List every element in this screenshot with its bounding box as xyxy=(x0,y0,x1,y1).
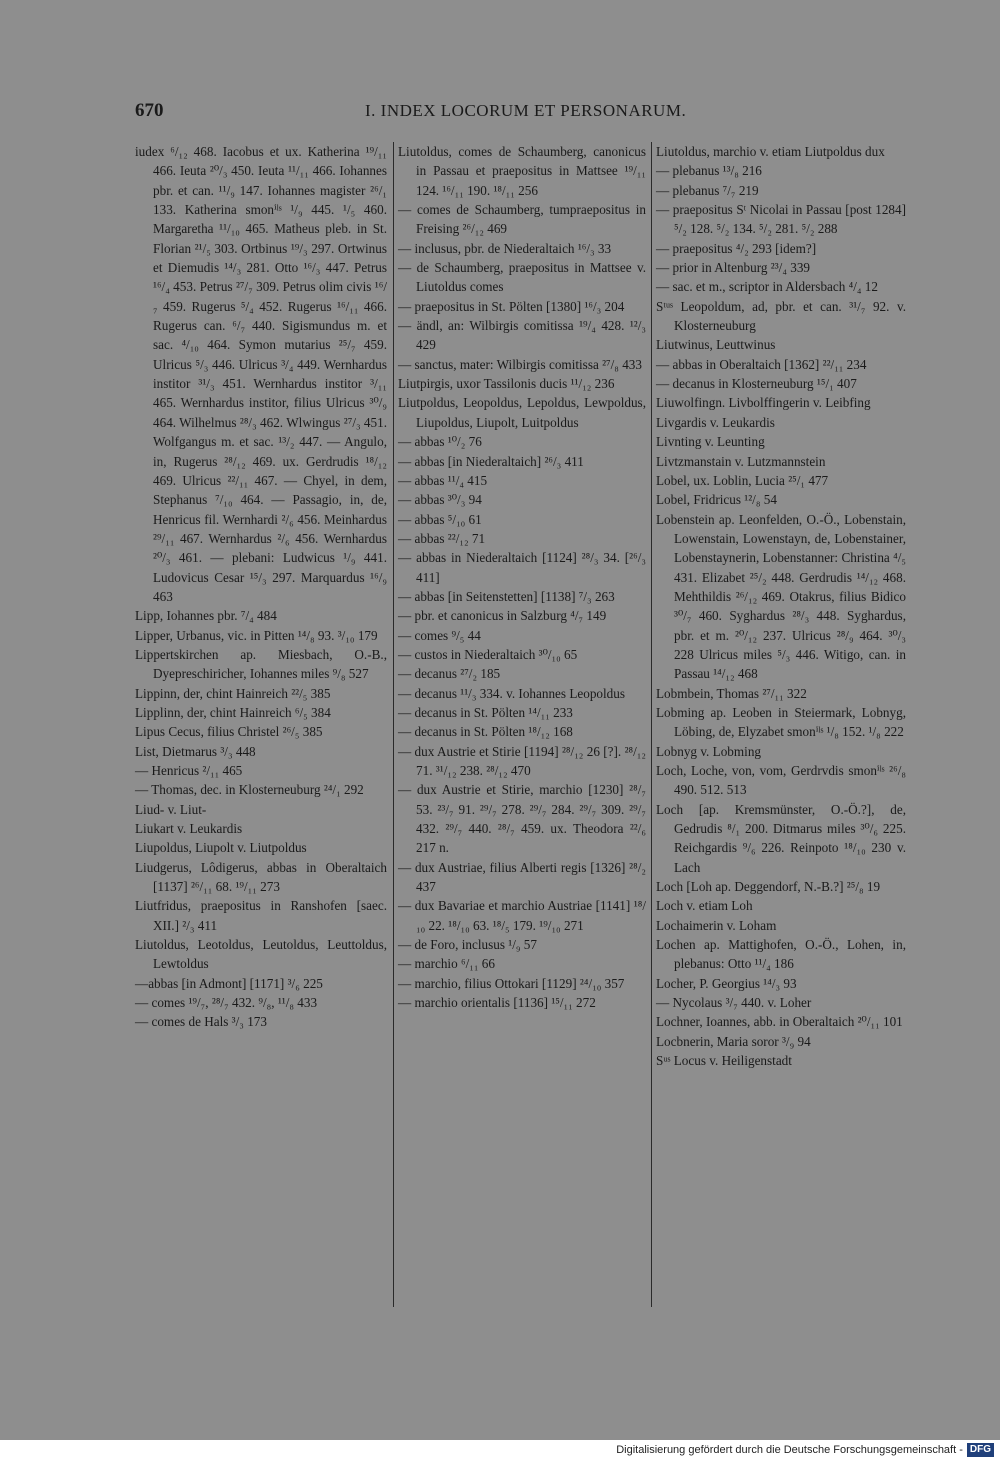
index-entry: Lobmbein, Thomas ²⁷/₁₁ 322 xyxy=(656,685,807,701)
index-entry: — comes de Schaumberg, tumpraepositus in Freising ²⁶/₁₂ 469 xyxy=(398,202,646,237)
index-entry: — abbas ²²/₁₂ 71 xyxy=(398,530,486,546)
index-entry: Sᵗᵘˢ Leopoldum, ad, pbr. et can. ³¹/₇ 92. v. Klosterneuburg xyxy=(656,298,906,334)
index-entry: —abbas [in Admont] [1171] ³/₆ 225 xyxy=(135,975,323,991)
index-entry: Lochen ap. Mattighofen, O.-Ö., Lohen, in, plebanus: Otto ¹¹/₄ 186 xyxy=(656,937,906,972)
index-entry: — dux Austrie et Stirie, marchio [1230] ²⁸/₇ 53. ²³/₇ 91. ²⁹/₇ 278. ²⁹/₇ 284. ²⁹/₇ 309. ²⁹/₇ 432. ²⁹/₇ 440. ²⁸/₇ 459. ux. Theodora ²²/₆ 217 n. xyxy=(398,782,646,856)
index-entry: — abbas ¹⁰/₂ 76 xyxy=(398,434,482,450)
index-entry: Lochaimerin v. Loham xyxy=(656,917,777,933)
index-entry: — plebanus ¹³/₈ 216 xyxy=(656,163,762,179)
index-entry: Lobel, Fridricus ¹²/₈ 54 xyxy=(656,492,777,508)
index-entry: — abbas [in Niederaltaich] ²⁶/₃ 411 xyxy=(398,453,584,469)
index-entry: — decanus ¹¹/₃ 334. v. Iohannes Leopoldus xyxy=(398,685,626,701)
dfg-logo: DFG xyxy=(967,1443,994,1457)
index-entry: — sanctus, mater: Wilbirgis comitissa ²⁷/₈ 433 xyxy=(398,356,642,372)
index-entry: — abbas in Oberaltaich [1362] ²²/₁₁ 234 xyxy=(656,356,867,372)
index-entry: — plebanus ⁷/₇ 219 xyxy=(656,182,759,198)
index-entry: — dux Austrie et Stirie [1194] ²⁸/₁₂ 26 [?]. ²⁸/₁₂ 71. ³¹/₁₂ 238. ²⁸/₁₂ 470 xyxy=(398,743,646,778)
index-entry: — decanus in Klosterneuburg ¹⁵/₁ 407 xyxy=(656,376,857,392)
index-entry: Liutpirgis, uxor Tassilonis ducis ¹¹/₁₂ 236 xyxy=(398,376,615,392)
index-entry: Loch v. etiam Loh xyxy=(656,898,753,914)
index-entry: Livgardis v. Leukardis xyxy=(656,414,775,430)
index-entry: — marchio, filius Ottokari [1129] ²⁴/₁₀ 357 xyxy=(398,975,625,991)
index-entry: Lipper, Urbanus, vic. in Pitten ¹⁴/₈ 93. ³/₁₀ 179 xyxy=(135,627,378,643)
footer-credit: Digitalisierung gefördert durch die Deutsche Forschungsgemeinschaft - xyxy=(616,1444,963,1456)
index-entry: — pbr. et canonicus in Salzburg ⁴/₇ 149 xyxy=(398,608,607,624)
index-entry: — Henricus ²/₁₁ 465 xyxy=(135,763,243,778)
index-entry: — marchio ⁶/₁₁ 66 xyxy=(398,956,495,972)
index-entry: Liuwolfingn. Livbolffingerin v. Leibfing xyxy=(656,395,871,411)
index-entry: Liukart v. Leukardis xyxy=(135,821,243,837)
index-entry: Loch [Loh ap. Deggendorf, N.-B.?] ²⁵/₈ 19 xyxy=(656,879,881,895)
index-entry: — de Schaumberg, praepositus in Mattsee v. Liutoldus comes xyxy=(398,260,646,295)
index-entry: — praepositus ⁴/₂ 293 [idem?] xyxy=(656,240,817,256)
column-divider xyxy=(651,142,652,1307)
index-entry: Lobel, ux. Loblin, Lucia ²⁵/₁ 477 xyxy=(656,472,829,488)
index-entry: — abbas [in Seitenstetten] [1138] ⁷/₃ 263 xyxy=(398,588,615,604)
index-entry: — marchio orientalis [1136] ¹⁵/₁₁ 272 xyxy=(398,995,596,1011)
index-entry: — abbas in Niederaltaich [1124] ²⁸/₃ 34. [²⁶/₃ 411] xyxy=(398,550,646,585)
index-entry: — comes ⁹/₅ 44 xyxy=(398,627,481,643)
index-entry: — Nycolaus ³/₇ 440. v. Loher xyxy=(656,995,812,1011)
index-column-2 xyxy=(398,142,646,1012)
index-column-3 xyxy=(656,142,906,1071)
index-entry: — de Foro, inclusus ¹/₉ 57 xyxy=(398,937,537,953)
index-entry: — abbas ⁵/₁₀ 61 xyxy=(398,511,482,527)
index-entry: — comes de Hals ³/₃ 173 xyxy=(135,1014,267,1030)
page-number: 670 xyxy=(135,100,164,121)
index-entry: Liudgerus, Lôdigerus, abbas in Oberaltaich [1137] ²⁶/₁₁ 68. ¹⁹/₁₁ 273 xyxy=(135,859,387,895)
index-entry: — praepositus Sᵗ Nicolai in Passau [post 1284] ⁵/₂ 128. ⁵/₂ 134. ⁵/₂ 281. ⁵/₂ 288 xyxy=(656,202,906,237)
index-entry: — comes ¹⁹/₇, ²⁸/₇ 432. ⁹/₈, ¹¹/₈ 433 xyxy=(135,995,318,1011)
index-entry: — prior in Altenburg ²³/₄ 339 xyxy=(656,260,811,276)
index-entry: — abbas ¹¹/₄ 415 xyxy=(398,472,488,488)
index-entry: Liutoldus, comes de Schaumberg, canonicus in Passau et praepositus in Mattsee ¹⁹/₁₁ 124. ¹⁶/₁₁ 190. ¹⁸/₁₁ 256 xyxy=(398,144,646,198)
index-entry: — decanus ²⁷/₂ 185 xyxy=(398,666,501,682)
index-entry: List, Dietmarus ³/₃ 448 xyxy=(135,743,256,759)
index-entry: — praepositus in St. Pölten [1380] ¹⁶/₃ 204 xyxy=(398,298,625,314)
index-entry: Lobenstein ap. Leonfelden, O.-Ö., Lobenstain, Lowenstain, Lowenstayn, de, Lobenstainer, Lobenstaynerin, Lobenstanner: Christina ⁴/₅ 431. Elizabet ²⁵/₂ 448. Gerdrudis ¹⁴/₁₂ 468. Mehthildis ²⁶/₁₂ 469. Otakrus, filius Bidico ³⁰/₇ 460. Syghardus ²⁸/₃ 448. Syghardus, pbr. et m. ²⁰/₁₂ 237. Ulricus ²⁸/₉ 464. ³⁰/₃ 228 Ulricus miles ⁵/₃ 446. Witigo, can. in Passau ¹⁴/₁₂ 468 xyxy=(656,511,906,682)
index-entry: Lobming ap. Leoben in Steiermark, Lobnyg, Löbing, de, Elyzabet smonⁱˡˢ ¹/₈ 152. ¹/₈ 222 xyxy=(656,704,906,740)
index-entry: Liupoldus, Liupolt v. Liutpoldus xyxy=(135,840,307,856)
index-entry: — inclusus, pbr. de Niederaltaich ¹⁶/₃ 33 xyxy=(398,240,612,256)
index-entry: Lipp, Iohannes pbr. ⁷/₄ 484 xyxy=(135,608,277,624)
index-entry: Livnting v. Leunting xyxy=(656,434,765,450)
index-entry: — custos in Niederaltaich ³⁰/₁₀ 65 xyxy=(398,646,578,662)
index-entry: Livtzmanstain v. Lutzmannstein xyxy=(656,453,826,469)
index-entry: Loch, Loche, von, vom, Gerdrvdis smonⁱˡˢ ²⁶/₈ 490. 512. 513 xyxy=(656,763,906,798)
index-entry: Liutpoldus, Leopoldus, Lepoldus, Lewpoldus, Liupoldus, Liupolt, Luitpoldus xyxy=(398,395,646,430)
index-entry: iudex ⁶/₁₂ 468. Iacobus et ux. Katherina ¹⁹/₁₁ 466. Ieuta ²⁰/₃ 450. Ieuta ¹¹/₁₁ 466. Iohannes pbr. et can. ¹¹/₉ 147. Iohannes magister ²⁶/₁ 133. Katherina smonⁱˡˢ ¹/₉ 445. ¹/₅ 460. Margaretha ¹¹/₁₀ 465. Matheus pleb. in St. Florian ²¹/₅ 303. Ortbinus ¹⁹/₃ 297. Ortwinus et Diemudis ¹⁴/₃ 281. Otto ¹⁶/₃ 447. Petrus ¹⁶/₄ 453. Petrus ²⁷/₇ 309. Petrus olim civis ¹⁶/₇ 459. Rugerus ⁵/₄ 452. Rugerus ¹⁶/₁₁ 466. Rugerus can. ⁶/₇ 440. Sigismundus m. et sac. ⁴/₁₀ 464. Symon mutarius ²⁵/₇ 459. Ulricus ⁵/₃ 446. Ulricus ³/₄ 449. Wernhardus institor ³¹/₃ 451. Wernhardus institor ³/₁₁ 465. Wernhardus institor, filius Ulricus ³⁰/₉ 464. Wilhelmus ²⁸/₃ 462. Wlwingus ²⁷/₃ 451. Wolfgangus m. et sac. ¹³/₂ 447. — Angulo, in, Rugerus ²⁸/₁₂ 469. ux. Gerdrudis ¹⁸/₁₂ 469. Ulricus ²²/₁₁ 467. — Chyel, in dem, Stephanus ⁷/₁₀ 464. — Passagio, in, de, Henricus fil. Wernhardi ²/₆ 456. Meinhardus ²⁹/₁₁ 467. Wernhardus ²/₆ 456. Wernhardus ²⁰/₃ 461. — plebani: Ludwicus ¹/₉ 441. Ludovicus Cesar ¹⁵/₃ 297. Marquardus ¹⁶/₉ 463 xyxy=(135,144,387,604)
index-entry: — abbas ³⁰/₃ 94 xyxy=(398,492,482,508)
footer-bar xyxy=(0,1440,1000,1460)
index-entry: — sac. et m., scriptor in Aldersbach ⁴/₄ 12 xyxy=(656,279,878,295)
index-entry: Liutoldus, marchio v. etiam Liutpoldus dux xyxy=(656,144,885,159)
column-divider xyxy=(393,142,394,1307)
index-entry: — Thomas, dec. in Klosterneuburg ²⁴/₁ 292 xyxy=(135,782,364,798)
index-entry: Lippertskirchen ap. Miesbach, O.-B., Dyepreschiricher, Iohannes miles ⁹/₈ 527 xyxy=(135,646,387,682)
index-entry: Liutoldus, Leotoldus, Leutoldus, Leuttoldus, Lewtoldus xyxy=(135,937,387,972)
index-entry: Locher, P. Georgius ¹⁴/₃ 93 xyxy=(656,975,797,991)
running-title: I. INDEX LOCORUM ET PERSONARUM. xyxy=(365,101,687,120)
index-entry: Lippinn, der, chint Hainreich ²²/₅ 385 xyxy=(135,685,331,701)
index-entry: Locbnerin, Maria soror ³/₉ 94 xyxy=(656,1033,811,1049)
index-entry: Liutwinus, Leuttwinus xyxy=(656,337,776,353)
index-entry: — ändl, an: Wilbirgis comitissa ¹⁹/₄ 428. ¹²/₃ 429 xyxy=(398,318,646,353)
index-entry: Lochner, Ioannes, abb. in Oberaltaich ²⁰/₁₁ 101 xyxy=(656,1014,903,1030)
index-entry: Liutfridus, praepositus in Ranshofen [saec. XII.] ²/₃ 411 xyxy=(135,898,387,933)
index-entry: — dux Bavariae et marchio Austriae [1141] ¹⁸/₁₀ 22. ¹⁸/₁₀ 63. ¹⁸/₅ 179. ¹⁹/₁₀ 271 xyxy=(398,898,646,933)
page-header xyxy=(135,100,905,128)
index-entry: Lobnyg v. Lobming xyxy=(656,743,762,759)
index-entry: — dux Austriae, filius Alberti regis [1326] ²⁸/₂ 437 xyxy=(398,859,646,895)
index-entry: Lipus Cecus, filius Christel ²⁶/₅ 385 xyxy=(135,724,323,740)
index-entry: Loch [ap. Kremsmünster, O.-Ö.?], de, Gedrudis ⁸/₁ 200. Ditmarus miles ³⁰/₆ 225. Reichgardis ⁹/₆ 226. Reinpoto ¹⁸/₁₀ 230 v. Lach xyxy=(656,801,906,875)
index-entry: — decanus in St. Pölten ¹⁴/₁₁ 233 xyxy=(398,704,573,720)
index-entry: — decanus in St. Pölten ¹⁸/₁₂ 168 xyxy=(398,724,573,740)
index-entry: Liud- v. Liut- xyxy=(135,801,207,817)
index-entry: Lipplinn, der, chint Hainreich ⁶/₅ 384 xyxy=(135,704,331,720)
index-entry: Sᵘˢ Locus v. Heiligenstadt xyxy=(656,1053,792,1069)
index-column-1 xyxy=(135,142,387,1032)
